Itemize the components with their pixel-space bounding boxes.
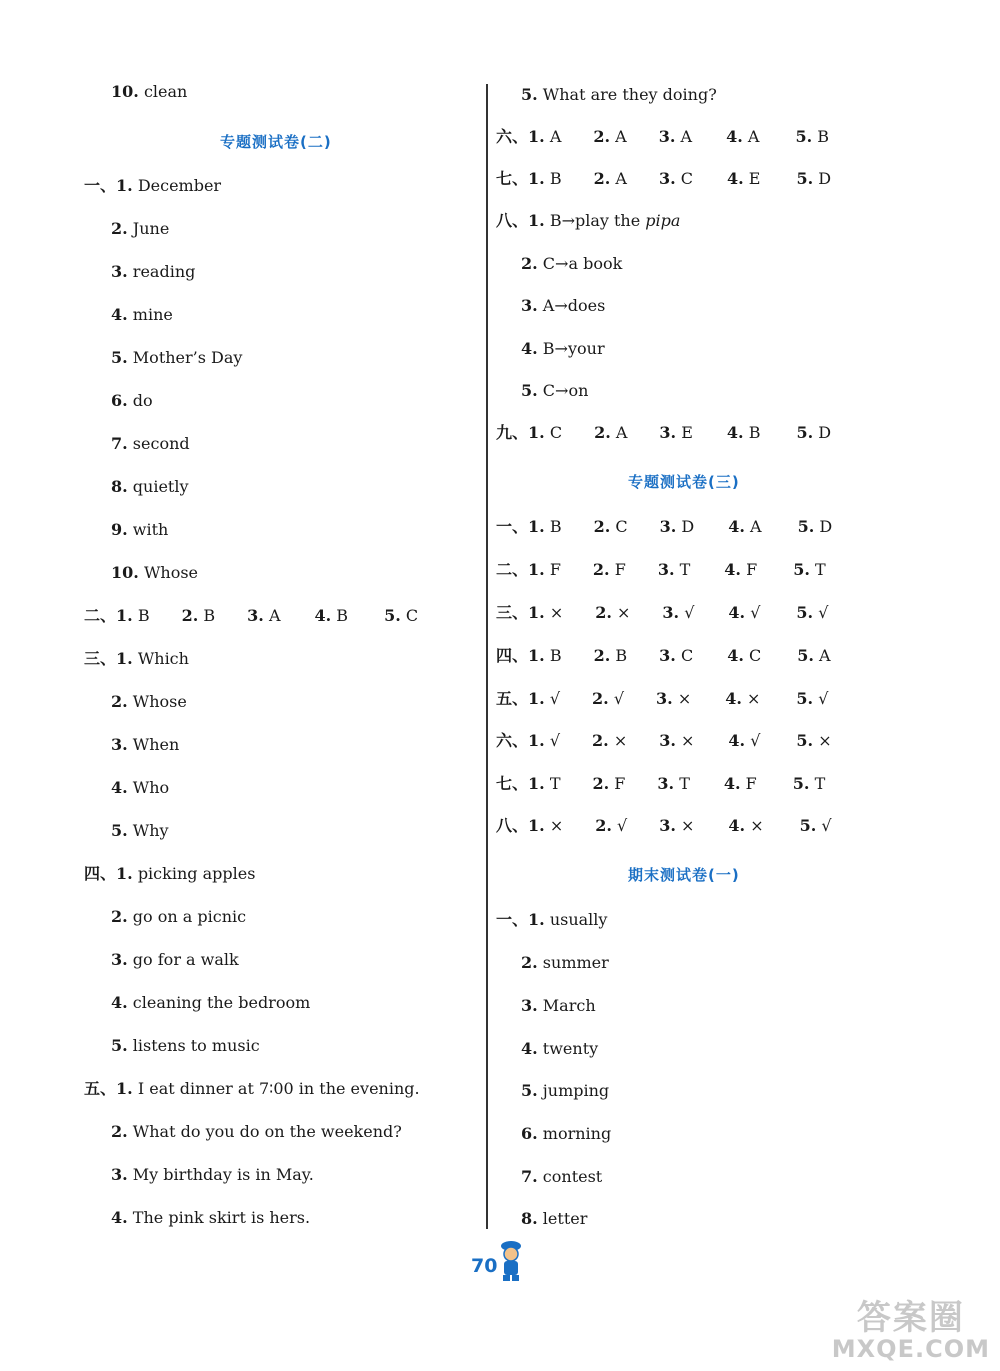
item-number: 2. — [592, 689, 609, 708]
item-answer: E — [681, 423, 693, 442]
item-answer: T — [549, 774, 561, 793]
item-number: 2. — [594, 423, 611, 442]
item-answer: D — [819, 517, 833, 536]
left-answer-line — [111, 1036, 260, 1056]
item-answer: B→play the — [549, 211, 646, 230]
question-group-number: 三、 — [496, 603, 529, 622]
question-group-number: 四、 — [84, 864, 117, 883]
item-answer: Whose — [132, 692, 187, 711]
item-answer: letter — [542, 1209, 588, 1228]
right-answer-line — [521, 1209, 587, 1229]
left-answer-line — [111, 391, 153, 411]
right-answer-line — [496, 517, 832, 537]
left-answer-line — [111, 821, 169, 841]
item-answer: C→on — [542, 381, 589, 400]
item-number: 5. — [111, 1036, 128, 1055]
item-answer: B — [137, 606, 150, 625]
item-answer: reading — [132, 262, 196, 281]
item-answer: C→a book — [542, 254, 623, 273]
question-group-number: 八、 — [496, 816, 529, 835]
left-answer-line — [84, 864, 255, 884]
item-number: 2. — [595, 603, 612, 622]
item-number: 3. — [111, 735, 128, 754]
item-number: 1. — [528, 646, 545, 665]
item-answer: × — [677, 689, 692, 708]
item-number: 1. — [116, 176, 133, 195]
right-answer-line — [521, 339, 605, 359]
left-answer-line — [111, 778, 169, 798]
item-number: 4. — [723, 774, 741, 793]
item-answer: A — [747, 127, 760, 146]
item-answer: √ — [549, 689, 561, 708]
item-answer: clean — [143, 82, 188, 101]
item-number: 3. — [659, 517, 677, 536]
item-answer: When — [132, 735, 180, 754]
item-answer: March — [542, 996, 596, 1015]
question-group-number: 七、 — [496, 774, 529, 793]
item-number: 5. — [795, 127, 813, 146]
item-answer: × — [549, 816, 564, 835]
item-number: 4. — [728, 603, 746, 622]
right-answer-line — [521, 1124, 611, 1144]
item-number: 4. — [111, 305, 128, 324]
item-number: 4. — [521, 1039, 538, 1058]
item-number: 2. — [595, 816, 612, 835]
left-answer-line — [111, 950, 239, 970]
item-answer-italic: pipa — [645, 211, 681, 230]
right-answer-line — [496, 211, 680, 231]
right-answer-line — [496, 127, 829, 147]
item-number: 4. — [727, 646, 744, 665]
item-answer: go on a picnic — [132, 907, 247, 926]
item-answer: × — [613, 731, 628, 750]
item-answer: √ — [818, 603, 829, 622]
item-answer: A — [268, 606, 281, 625]
question-group-number: 九、 — [496, 423, 529, 442]
right-answer-line — [521, 996, 596, 1016]
item-number: 5. — [796, 603, 814, 622]
item-answer: C — [405, 606, 419, 625]
item-answer: D — [818, 169, 832, 188]
item-answer: Why — [132, 821, 169, 840]
item-answer: C — [680, 646, 694, 665]
item-number: 3. — [659, 731, 676, 750]
watermark-cn: 答案圈 — [856, 1298, 965, 1338]
question-group-number: 五、 — [496, 689, 529, 708]
item-answer: with — [132, 520, 169, 539]
item-number: 3. — [521, 996, 538, 1015]
item-answer: A — [615, 127, 627, 146]
item-answer: jumping — [542, 1081, 610, 1100]
item-number: 1. — [116, 649, 133, 668]
left-answer-line — [111, 477, 189, 497]
item-number: 3. — [111, 950, 128, 969]
item-number: 4. — [111, 993, 128, 1012]
item-answer: T — [679, 560, 691, 579]
item-answer: √ — [750, 603, 761, 622]
item-number: 5. — [799, 816, 817, 835]
item-answer: go for a walk — [132, 950, 239, 969]
item-answer: B→your — [542, 339, 605, 358]
item-number: 3. — [111, 1165, 128, 1184]
item-number: 4. — [111, 1208, 128, 1227]
item-number: 2. — [181, 606, 199, 625]
item-answer: A→does — [542, 296, 606, 315]
item-number: 5. — [111, 348, 128, 367]
right-answer-line — [521, 1167, 602, 1187]
item-number: 4. — [521, 339, 538, 358]
item-number: 2. — [593, 646, 611, 665]
question-group-number: 五、 — [84, 1079, 117, 1098]
right-answer-line — [496, 423, 831, 443]
item-number: 1. — [528, 169, 545, 188]
left-answer-line — [111, 563, 198, 583]
item-number: 5. — [797, 517, 815, 536]
item-answer: F — [746, 560, 758, 579]
item-answer: T — [814, 774, 826, 793]
item-answer: December — [137, 176, 222, 195]
item-number: 5. — [792, 774, 810, 793]
question-group-number: 六、 — [496, 127, 529, 146]
question-group-number: 六、 — [496, 731, 529, 750]
item-number: 4. — [728, 731, 746, 750]
item-number: 5. — [793, 560, 810, 579]
item-answer: × — [747, 689, 761, 708]
item-number: 2. — [592, 731, 609, 750]
item-number: 2. — [521, 254, 538, 273]
item-number: 2. — [593, 127, 611, 146]
item-answer: E — [748, 169, 761, 188]
left-answer-line — [84, 176, 221, 196]
item-number: 5. — [796, 689, 814, 708]
item-answer: listens to music — [132, 1036, 260, 1055]
left-answer-line — [111, 520, 168, 540]
column-divider — [486, 84, 488, 1229]
right-answer-line — [521, 1081, 609, 1101]
item-number: 8. — [111, 477, 128, 496]
item-answer: √ — [617, 816, 628, 835]
item-answer: morning — [542, 1124, 612, 1143]
item-number: 3. — [658, 169, 676, 188]
item-answer: × — [681, 731, 695, 750]
item-answer: cleaning the bedroom — [132, 993, 311, 1012]
item-answer: √ — [613, 689, 625, 708]
right-answer-line — [496, 689, 828, 709]
question-group-number: 二、 — [84, 606, 117, 625]
item-answer: B — [549, 169, 562, 188]
item-answer: C — [680, 169, 693, 188]
item-number: 2. — [592, 774, 610, 793]
item-number: 10. — [111, 82, 139, 101]
item-number: 1. — [528, 731, 545, 750]
item-answer: A — [615, 169, 627, 188]
item-number: 1. — [528, 603, 545, 622]
right-answer-line — [521, 85, 717, 105]
item-number: 5. — [796, 169, 814, 188]
item-number: 5. — [797, 646, 814, 665]
item-answer: F — [549, 560, 561, 579]
item-number: 1. — [528, 127, 545, 146]
left-answer-line — [111, 434, 190, 454]
item-answer: B — [203, 606, 216, 625]
left-answer-line — [84, 606, 418, 626]
item-answer: A — [549, 127, 562, 146]
item-number: 3. — [659, 816, 676, 835]
item-number: 3. — [111, 262, 128, 281]
left-answer-line — [111, 993, 310, 1013]
left-answer-line — [111, 1122, 402, 1142]
item-answer: do — [132, 391, 153, 410]
item-number: 2. — [593, 517, 611, 536]
right-answer-line — [496, 910, 607, 930]
item-answer: B — [817, 127, 830, 146]
item-number: 3. — [657, 774, 675, 793]
item-number: 1. — [116, 1079, 133, 1098]
question-group-number: 一、 — [496, 910, 529, 929]
right-answer-line — [496, 603, 828, 623]
item-number: 3. — [659, 423, 677, 442]
right-answer-line — [521, 381, 588, 401]
item-number: 5. — [384, 606, 401, 625]
item-answer: × — [549, 603, 564, 622]
item-answer: The pink skirt is hers. — [132, 1208, 311, 1227]
page-number: 70 — [471, 1255, 498, 1277]
right-answer-line — [496, 816, 832, 836]
right-section-heading: 期末测试卷(一) — [628, 866, 740, 884]
left-answer-line — [111, 82, 187, 102]
item-answer: √ — [818, 689, 829, 708]
right-answer-line — [496, 169, 831, 189]
item-answer: √ — [549, 731, 561, 750]
item-number: 7. — [111, 434, 128, 453]
item-number: 5. — [111, 821, 128, 840]
item-number: 1. — [116, 606, 133, 625]
item-number: 3. — [657, 560, 675, 579]
right-answer-line — [496, 774, 825, 794]
item-number: 4. — [314, 606, 332, 625]
right-answer-line — [496, 646, 831, 666]
left-answer-line — [111, 219, 169, 239]
item-answer: contest — [542, 1167, 603, 1186]
item-number: 3. — [662, 603, 680, 622]
right-answer-line — [521, 296, 605, 316]
item-number: 5. — [796, 423, 814, 442]
left-answer-line — [111, 262, 195, 282]
left-answer-line — [111, 348, 242, 368]
item-number: 3. — [659, 646, 676, 665]
item-number: 4. — [726, 127, 743, 146]
item-answer: I eat dinner at 7∶00 in the evening. — [137, 1079, 420, 1098]
item-answer: √ — [684, 603, 695, 622]
right-answer-line — [496, 731, 832, 751]
item-answer: What are they doing? — [542, 85, 717, 104]
item-answer: Which — [137, 649, 189, 668]
item-number: 4. — [726, 423, 744, 442]
item-number: 4. — [728, 816, 746, 835]
item-answer: × — [750, 816, 764, 835]
item-answer: F — [745, 774, 757, 793]
right-section-heading: 专题测试卷(三) — [628, 473, 740, 491]
item-answer: T — [679, 774, 690, 793]
left-answer-line — [111, 735, 179, 755]
left-section-heading: 专题测试卷(二) — [220, 133, 332, 151]
item-answer: × — [617, 603, 631, 622]
right-answer-line — [521, 1039, 598, 1059]
item-answer: What do you do on the weekend? — [132, 1122, 402, 1141]
question-group-number: 二、 — [496, 560, 529, 579]
item-answer: A — [615, 423, 628, 442]
left-answer-line — [84, 1079, 420, 1099]
item-number: 4. — [728, 517, 745, 536]
item-answer: C — [549, 423, 563, 442]
item-answer: B — [336, 606, 349, 625]
question-group-number: 八、 — [496, 211, 529, 230]
item-answer: quietly — [132, 477, 189, 496]
right-answer-line — [521, 254, 622, 274]
item-number: 2. — [111, 219, 128, 238]
item-answer: picking apples — [137, 864, 256, 883]
item-number: 5. — [521, 85, 538, 104]
item-answer: T — [815, 560, 826, 579]
item-answer: A — [819, 646, 831, 665]
watermark — [832, 1290, 990, 1363]
right-answer-line — [496, 560, 826, 580]
item-number: 1. — [528, 774, 545, 793]
question-group-number: 三、 — [84, 649, 117, 668]
item-answer: √ — [821, 816, 832, 835]
item-number: 1. — [528, 517, 545, 536]
left-answer-line — [111, 305, 173, 325]
item-number: 7. — [521, 1167, 538, 1186]
item-answer: F — [614, 774, 626, 793]
item-answer: B — [549, 517, 562, 536]
item-number: 3. — [656, 689, 673, 708]
item-number: 9. — [111, 520, 128, 539]
watermark-en: MXQE.COM — [831, 1335, 990, 1363]
left-answer-line — [111, 907, 246, 927]
item-number: 4. — [725, 689, 742, 708]
item-answer: D — [818, 423, 832, 442]
item-answer: summer — [542, 953, 609, 972]
item-number: 5. — [521, 1081, 538, 1100]
item-answer: × — [818, 731, 832, 750]
question-group-number: 七、 — [496, 169, 529, 188]
item-number: 4. — [724, 560, 741, 579]
item-number: 1. — [528, 211, 545, 230]
item-number: 10. — [111, 563, 139, 582]
item-answer: B — [615, 646, 628, 665]
item-number: 6. — [521, 1124, 538, 1143]
item-answer: A — [750, 517, 762, 536]
item-answer: June — [132, 219, 170, 238]
item-answer: D — [681, 517, 695, 536]
mascot-icon — [497, 1236, 525, 1288]
question-group-number: 一、 — [84, 176, 117, 195]
item-answer: √ — [750, 731, 761, 750]
item-number: 2. — [111, 692, 128, 711]
right-answer-line — [521, 953, 609, 973]
item-answer: A — [680, 127, 693, 146]
item-answer: second — [132, 434, 190, 453]
item-answer: Whose — [143, 563, 198, 582]
item-number: 2. — [593, 169, 611, 188]
item-answer: B — [549, 646, 562, 665]
item-number: 3. — [658, 127, 676, 146]
item-number: 1. — [528, 560, 545, 579]
item-number: 1. — [528, 423, 545, 442]
item-number: 6. — [111, 391, 128, 410]
item-number: 1. — [528, 816, 545, 835]
item-number: 5. — [796, 731, 814, 750]
item-number: 2. — [111, 907, 128, 926]
item-answer: F — [614, 560, 626, 579]
item-number: 2. — [521, 953, 538, 972]
item-answer: C — [748, 646, 762, 665]
item-answer: Mother’s Day — [132, 348, 243, 367]
item-number: 8. — [521, 1209, 538, 1228]
left-answer-line — [84, 649, 189, 669]
left-answer-line — [111, 692, 187, 712]
item-number: 4. — [726, 169, 744, 188]
item-number: 2. — [592, 560, 610, 579]
item-number: 5. — [521, 381, 538, 400]
item-answer: My birthday is in May. — [132, 1165, 314, 1184]
item-answer: × — [681, 816, 695, 835]
question-group-number: 一、 — [496, 517, 529, 536]
item-answer: mine — [132, 305, 173, 324]
item-number: 1. — [528, 689, 545, 708]
item-answer: C — [615, 517, 628, 536]
left-answer-line — [111, 1165, 314, 1185]
item-answer: B — [748, 423, 761, 442]
item-number: 1. — [116, 864, 133, 883]
left-answer-line — [111, 1208, 310, 1228]
item-number: 2. — [111, 1122, 128, 1141]
item-answer: twenty — [542, 1039, 599, 1058]
item-number: 3. — [247, 606, 264, 625]
item-answer: Who — [132, 778, 170, 797]
item-answer: usually — [549, 910, 608, 929]
item-number: 3. — [521, 296, 538, 315]
item-number: 4. — [111, 778, 128, 797]
item-number: 1. — [528, 910, 545, 929]
question-group-number: 四、 — [496, 646, 529, 665]
